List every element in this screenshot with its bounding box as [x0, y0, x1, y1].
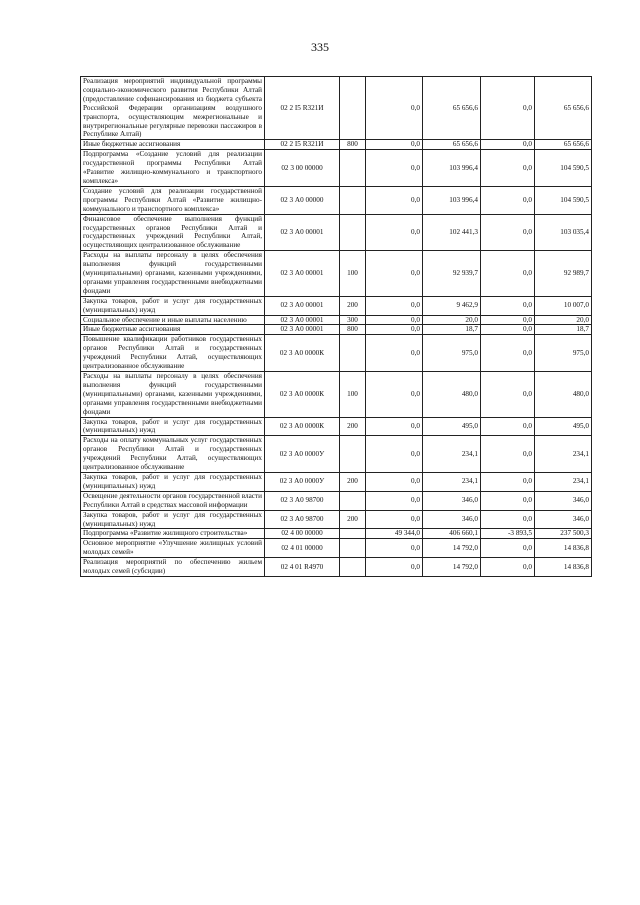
table-row	[81, 558, 592, 577]
row-amount-2-cell: 14 792,0	[423, 558, 481, 577]
row-code-cell: 02 2 I5 R321И	[265, 77, 340, 140]
row-expense-type-cell: 200	[340, 510, 366, 529]
row-code-cell: 02 4 01 R4970	[265, 558, 340, 577]
row-name-cell: Подпрограмма «Создание условий для реализации государственной программы Республики Алтай «Развитие жилищно-коммунального и транспортного комплекса»	[81, 150, 265, 187]
table-row	[81, 436, 592, 473]
table-row	[81, 472, 592, 491]
row-expense-type-cell	[340, 436, 366, 473]
row-name-cell: Иные бюджетные ассигнования	[81, 140, 265, 150]
row-name-cell: Реализация мероприятий по обеспечению жильем молодых семей (субсидии)	[81, 558, 265, 577]
table-row	[81, 510, 592, 529]
row-amount-4-cell: 480,0	[535, 372, 592, 418]
row-amount-4-cell: 103 035,4	[535, 214, 592, 251]
row-amount-1-cell: 0,0	[366, 372, 423, 418]
row-amount-2-cell: 65 656,6	[423, 140, 481, 150]
row-amount-3-cell: 0,0	[481, 558, 535, 577]
table-row	[81, 529, 592, 539]
row-amount-3-cell: 0,0	[481, 214, 535, 251]
row-name-cell: Создание условий для реализации государственной программы Республики Алтай «Развитие жилищно-коммунального и транспортного комплекса»	[81, 186, 265, 214]
row-amount-4-cell: 346,0	[535, 491, 592, 510]
table-row	[81, 491, 592, 510]
row-code-cell: 02 3 А0 00001	[265, 325, 340, 335]
row-name-cell: Социальное обеспечение и иные выплаты населению	[81, 315, 265, 325]
row-amount-2-cell: 406 660,1	[423, 529, 481, 539]
row-amount-3-cell: -3 893,5	[481, 529, 535, 539]
row-amount-3-cell: 0,0	[481, 77, 535, 140]
table-row	[81, 296, 592, 315]
row-amount-1-cell: 49 344,0	[366, 529, 423, 539]
table-row	[81, 77, 592, 140]
table-row	[81, 150, 592, 187]
page-number: 335	[311, 40, 329, 54]
row-amount-4-cell: 65 656,6	[535, 140, 592, 150]
row-code-cell: 02 2 I5 R321И	[265, 140, 340, 150]
row-amount-4-cell: 104 590,5	[535, 186, 592, 214]
row-code-cell: 02 3 А0 00001	[265, 251, 340, 297]
row-code-cell: 02 3 А0 0000У	[265, 472, 340, 491]
row-code-cell: 02 3 А0 00000	[265, 186, 340, 214]
row-name-cell: Расходы на оплату коммунальных услуг государственных органов Республики Алтай и государственных учреждений Республики Алтай, осуществляющих централизованное обслуживание	[81, 436, 265, 473]
row-amount-4-cell: 14 836,8	[535, 558, 592, 577]
row-amount-1-cell: 0,0	[366, 325, 423, 335]
row-amount-4-cell: 237 500,3	[535, 529, 592, 539]
row-expense-type-cell: 100	[340, 251, 366, 297]
row-amount-3-cell: 0,0	[481, 472, 535, 491]
table-body	[81, 77, 592, 577]
row-amount-1-cell: 0,0	[366, 558, 423, 577]
row-amount-1-cell: 0,0	[366, 251, 423, 297]
row-expense-type-cell	[340, 186, 366, 214]
row-expense-type-cell	[340, 529, 366, 539]
row-amount-3-cell: 0,0	[481, 296, 535, 315]
row-amount-3-cell: 0,0	[481, 150, 535, 187]
row-amount-1-cell: 0,0	[366, 186, 423, 214]
row-amount-4-cell: 346,0	[535, 510, 592, 529]
table-row	[81, 186, 592, 214]
row-amount-2-cell: 18,7	[423, 325, 481, 335]
row-amount-1-cell: 0,0	[366, 436, 423, 473]
row-amount-4-cell: 92 989,7	[535, 251, 592, 297]
row-amount-4-cell: 10 007,0	[535, 296, 592, 315]
row-amount-1-cell: 0,0	[366, 296, 423, 315]
row-amount-2-cell: 103 996,4	[423, 150, 481, 187]
row-name-cell: Повышение квалификации работников государственных органов Республики Алтай и государственных учреждений Республики Алтай, осуществляющих централизованное обслуживание	[81, 335, 265, 372]
row-code-cell: 02 3 А0 98700	[265, 510, 340, 529]
row-name-cell: Иные бюджетные ассигнования	[81, 325, 265, 335]
row-amount-2-cell: 102 441,3	[423, 214, 481, 251]
row-amount-1-cell: 0,0	[366, 140, 423, 150]
row-name-cell: Закупка товаров, работ и услуг для государственных (муниципальных) нужд	[81, 296, 265, 315]
row-amount-1-cell: 0,0	[366, 335, 423, 372]
row-expense-type-cell: 200	[340, 417, 366, 436]
row-amount-2-cell: 346,0	[423, 510, 481, 529]
table-row	[81, 315, 592, 325]
row-amount-3-cell: 0,0	[481, 539, 535, 558]
row-amount-2-cell: 20,0	[423, 315, 481, 325]
row-expense-type-cell	[340, 491, 366, 510]
row-amount-2-cell: 234,1	[423, 436, 481, 473]
row-amount-4-cell: 234,1	[535, 436, 592, 473]
row-amount-4-cell: 234,1	[535, 472, 592, 491]
table-row	[81, 335, 592, 372]
row-amount-2-cell: 975,0	[423, 335, 481, 372]
row-code-cell: 02 3 А0 00001	[265, 214, 340, 251]
row-amount-4-cell: 975,0	[535, 335, 592, 372]
row-amount-2-cell: 9 462,9	[423, 296, 481, 315]
row-expense-type-cell	[340, 150, 366, 187]
table-row	[81, 417, 592, 436]
row-amount-3-cell: 0,0	[481, 417, 535, 436]
row-amount-2-cell: 103 996,4	[423, 186, 481, 214]
budget-table	[80, 76, 592, 577]
row-name-cell: Закупка товаров, работ и услуг для государственных (муниципальных) нужд	[81, 510, 265, 529]
row-amount-4-cell: 14 836,8	[535, 539, 592, 558]
row-expense-type-cell	[340, 335, 366, 372]
table-row	[81, 539, 592, 558]
row-amount-2-cell: 234,1	[423, 472, 481, 491]
row-amount-3-cell: 0,0	[481, 335, 535, 372]
row-name-cell: Закупка товаров, работ и услуг для государственных (муниципальных) нужд	[81, 417, 265, 436]
row-code-cell: 02 3 А0 98700	[265, 491, 340, 510]
row-amount-1-cell: 0,0	[366, 315, 423, 325]
row-code-cell: 02 3 А0 00001	[265, 296, 340, 315]
row-amount-2-cell: 92 939,7	[423, 251, 481, 297]
row-expense-type-cell	[340, 539, 366, 558]
row-expense-type-cell: 800	[340, 325, 366, 335]
row-amount-2-cell: 65 656,6	[423, 77, 481, 140]
row-amount-3-cell: 0,0	[481, 325, 535, 335]
row-expense-type-cell	[340, 558, 366, 577]
row-amount-1-cell: 0,0	[366, 77, 423, 140]
row-amount-1-cell: 0,0	[366, 539, 423, 558]
table-row	[81, 251, 592, 297]
row-expense-type-cell: 200	[340, 296, 366, 315]
row-code-cell: 02 3 А0 00001	[265, 315, 340, 325]
row-amount-4-cell: 20,0	[535, 315, 592, 325]
row-amount-1-cell: 0,0	[366, 150, 423, 187]
row-amount-2-cell: 346,0	[423, 491, 481, 510]
row-name-cell: Расходы на выплаты персоналу в целях обеспечения выполнения функций государственными (муниципальными) органами, казенными учреждениями, органами управления государственными внебюджетными фондами	[81, 251, 265, 297]
row-expense-type-cell: 800	[340, 140, 366, 150]
row-amount-3-cell: 0,0	[481, 315, 535, 325]
row-expense-type-cell: 200	[340, 472, 366, 491]
row-name-cell: Расходы на выплаты персоналу в целях обеспечения выполнения функций государственными (муниципальными) органами, казенными учреждениями, органами управления государственными внебюджетными фондами	[81, 372, 265, 418]
table-row	[81, 140, 592, 150]
row-expense-type-cell	[340, 77, 366, 140]
row-code-cell: 02 3 А0 0000К	[265, 335, 340, 372]
row-amount-4-cell: 495,0	[535, 417, 592, 436]
row-amount-4-cell: 18,7	[535, 325, 592, 335]
row-expense-type-cell	[340, 214, 366, 251]
row-name-cell: Основное мероприятие «Улучшение жилищных условий молодых семей»	[81, 539, 265, 558]
row-amount-3-cell: 0,0	[481, 372, 535, 418]
table-row	[81, 325, 592, 335]
row-amount-3-cell: 0,0	[481, 436, 535, 473]
row-expense-type-cell: 100	[340, 372, 366, 418]
row-name-cell: Реализация мероприятий индивидуальной программы социально-экономического развития Республики Алтай (предоставление софинансирования из бюджета субъекта Российской Федерации организациям воздушного транспорта, осуществляющим межрегиональные и внутрирегиональные регулярные перевозки пассажиров в Республике Алтай)	[81, 77, 265, 140]
table-row	[81, 214, 592, 251]
row-amount-3-cell: 0,0	[481, 491, 535, 510]
row-code-cell: 02 4 01 00000	[265, 539, 340, 558]
row-code-cell: 02 3 А0 0000К	[265, 372, 340, 418]
row-amount-4-cell: 65 656,6	[535, 77, 592, 140]
row-amount-4-cell: 104 590,5	[535, 150, 592, 187]
row-expense-type-cell: 300	[340, 315, 366, 325]
row-code-cell: 02 3 00 00000	[265, 150, 340, 187]
row-name-cell: Финансовое обеспечение выполнения функций государственных органов Республики Алтай и государственных учреждений Республики Алтай, осуществляющих централизованное обслуживание	[81, 214, 265, 251]
row-amount-2-cell: 480,0	[423, 372, 481, 418]
row-name-cell: Подпрограмма «Развитие жилищного строительства»	[81, 529, 265, 539]
row-amount-1-cell: 0,0	[366, 491, 423, 510]
row-code-cell: 02 3 А0 0000К	[265, 417, 340, 436]
row-amount-3-cell: 0,0	[481, 510, 535, 529]
row-name-cell: Освещение деятельности органов государственной власти Республики Алтай в средствах массовой информации	[81, 491, 265, 510]
row-amount-2-cell: 495,0	[423, 417, 481, 436]
row-code-cell: 02 3 А0 0000У	[265, 436, 340, 473]
table-row	[81, 372, 592, 418]
row-amount-1-cell: 0,0	[366, 417, 423, 436]
row-amount-3-cell: 0,0	[481, 186, 535, 214]
row-code-cell: 02 4 00 00000	[265, 529, 340, 539]
row-amount-1-cell: 0,0	[366, 510, 423, 529]
row-amount-1-cell: 0,0	[366, 214, 423, 251]
row-amount-3-cell: 0,0	[481, 251, 535, 297]
row-amount-1-cell: 0,0	[366, 472, 423, 491]
row-amount-2-cell: 14 792,0	[423, 539, 481, 558]
row-name-cell: Закупка товаров, работ и услуг для государственных (муниципальных) нужд	[81, 472, 265, 491]
row-amount-3-cell: 0,0	[481, 140, 535, 150]
